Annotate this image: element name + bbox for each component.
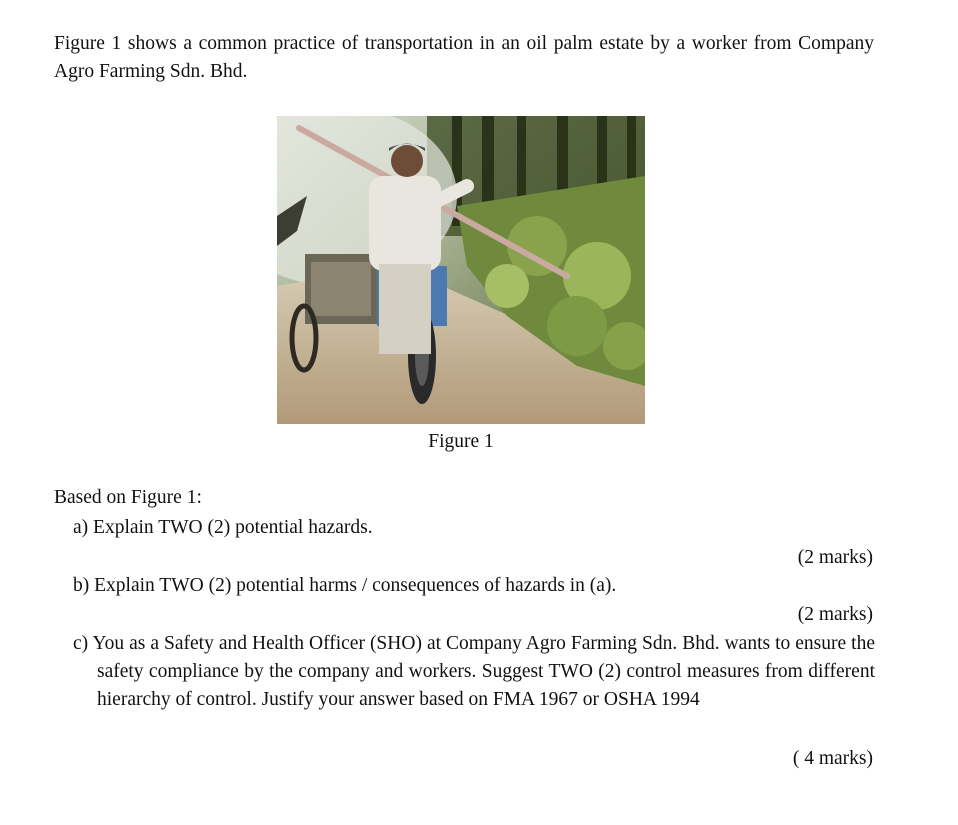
question-a-marks: (2 marks) [797,547,873,568]
rider-head [391,145,423,177]
question-c-text: You as a Safety and Health Officer (SHO) at Company Agro Farming Sdn. Bhd. wants to ensure the safety compliance by the company and workers. Suggest TWO (2) control measures from different hierarchy of control. Justify your answer based on FMA 1967 or OSHA 1994 [92,633,876,710]
question-a [73,514,875,542]
question-c-label: c) [73,633,89,654]
question-c-marks: ( 4 marks) [792,748,873,769]
question-lead: Based on Figure 1: [54,487,202,508]
figure-1-photo [277,116,645,424]
question-a-text: Explain TWO (2) potential hazards. [93,517,373,538]
question-a-label: a) [73,517,89,538]
rider-shirt [369,176,441,271]
question-b [73,572,875,600]
question-b-marks: (2 marks) [797,604,873,625]
question-b-text: Explain TWO (2) potential harms / consequences of hazards in (a). [94,575,617,596]
question-c [73,630,875,714]
question-b-label: b) [73,575,90,596]
intro-paragraph: Figure 1 shows a common practice of transportation in an oil palm estate by a worker from Company Agro Farming Sdn. Bhd. [54,33,874,82]
figure-caption: Figure 1 [428,431,494,452]
